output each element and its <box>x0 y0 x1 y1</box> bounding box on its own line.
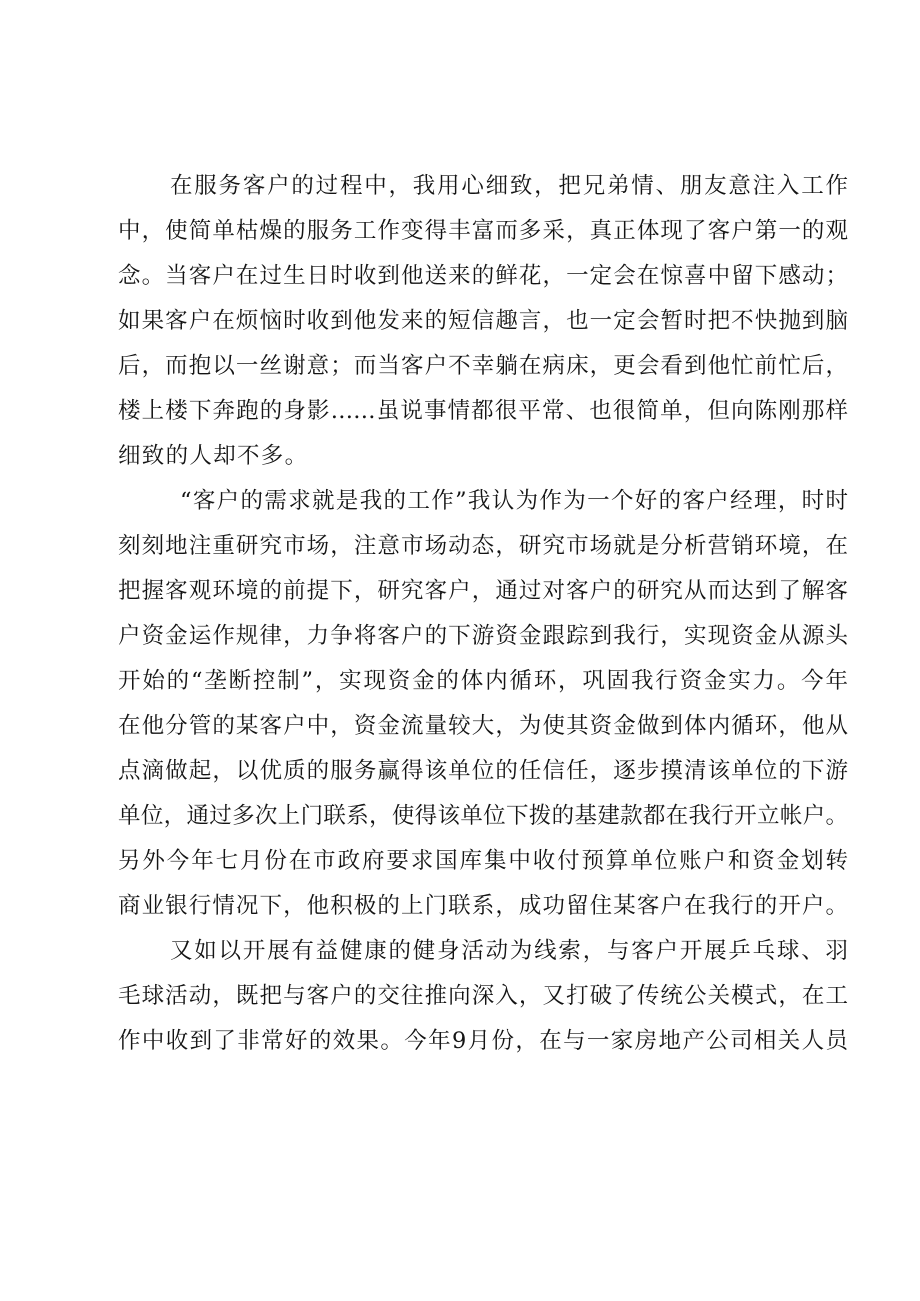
paragraph-2-line-8: 单位，通过多次上门联系，使得该单位下拨的基建款都在我行开立帐户。 <box>118 803 848 829</box>
paragraph-2-line-4: 户资金运作规律，力争将客户的下游资金跟踪到我行，实现资金从源头 <box>118 623 848 649</box>
paragraph-2-line-6: 在他分管的某客户中，资金流量较大，为使其资金做到体内循环，他从 <box>118 713 848 739</box>
paragraph-2-line-2: 刻刻地注重研究市场，注意市场动态，研究市场就是分析营销环境，在 <box>118 533 848 559</box>
paragraph-1-line-4: 如果客户在烦恼时收到他发来的短信趣言，也一定会暂时把不快抛到脑 <box>118 308 848 334</box>
paragraph-2-line-7: 点滴做起，以优质的服务赢得该单位的任信任，逐步摸清该单位的下游 <box>118 758 848 784</box>
paragraph-1-line-6: 楼上楼下奔跑的身影……虽说事情都很平常、也很简单，但向陈刚那样 <box>118 398 848 424</box>
paragraph-1-line-2: 中，使简单枯燥的服务工作变得丰富而多采，真正体现了客户第一的观 <box>118 218 848 244</box>
paragraph-2-line-10: 商业银行情况下，他积极的上门联系，成功留住某客户在我行的开户。 <box>118 893 848 919</box>
paragraph-1-line-5: 后，而抱以一丝谢意；而当客户不幸躺在病床，更会看到他忙前忙后， <box>118 353 848 379</box>
paragraph-2-line-9: 另外今年七月份在市政府要求国库集中收付预算单位账户和资金划转 <box>118 848 848 874</box>
paragraph-1-line-1: 在服务客户的过程中，我用心细致，把兄弟情、朋友意注入工作 <box>170 173 848 199</box>
paragraph-2-line-3: 把握客观环境的前提下，研究客户，通过对客户的研究从而达到了解客 <box>118 578 848 604</box>
paragraph-3-line-1: 又如以开展有益健康的健身活动为线索，与客户开展乒乓球、羽 <box>170 938 848 964</box>
paragraph-2-line-5: 开始的“垄断控制”，实现资金的体内循环，巩固我行资金实力。今年 <box>118 668 848 694</box>
paragraph-1-line-7: 细致的人却不多。 <box>118 443 309 469</box>
paragraph-2-line-1: “客户的需求就是我的工作”我认为作为一个好的客户经理，时时 <box>180 488 848 514</box>
paragraph-1-line-3: 念。当客户在过生日时收到他送来的鲜花，一定会在惊喜中留下感动； <box>118 263 848 289</box>
paragraph-3-line-3: 作中收到了非常好的效果。今年9月份，在与一家房地产公司相关人员 <box>118 1028 848 1054</box>
paragraph-3-line-2: 毛球活动，既把与客户的交往推向深入，又打破了传统公关模式，在工 <box>118 983 848 1009</box>
